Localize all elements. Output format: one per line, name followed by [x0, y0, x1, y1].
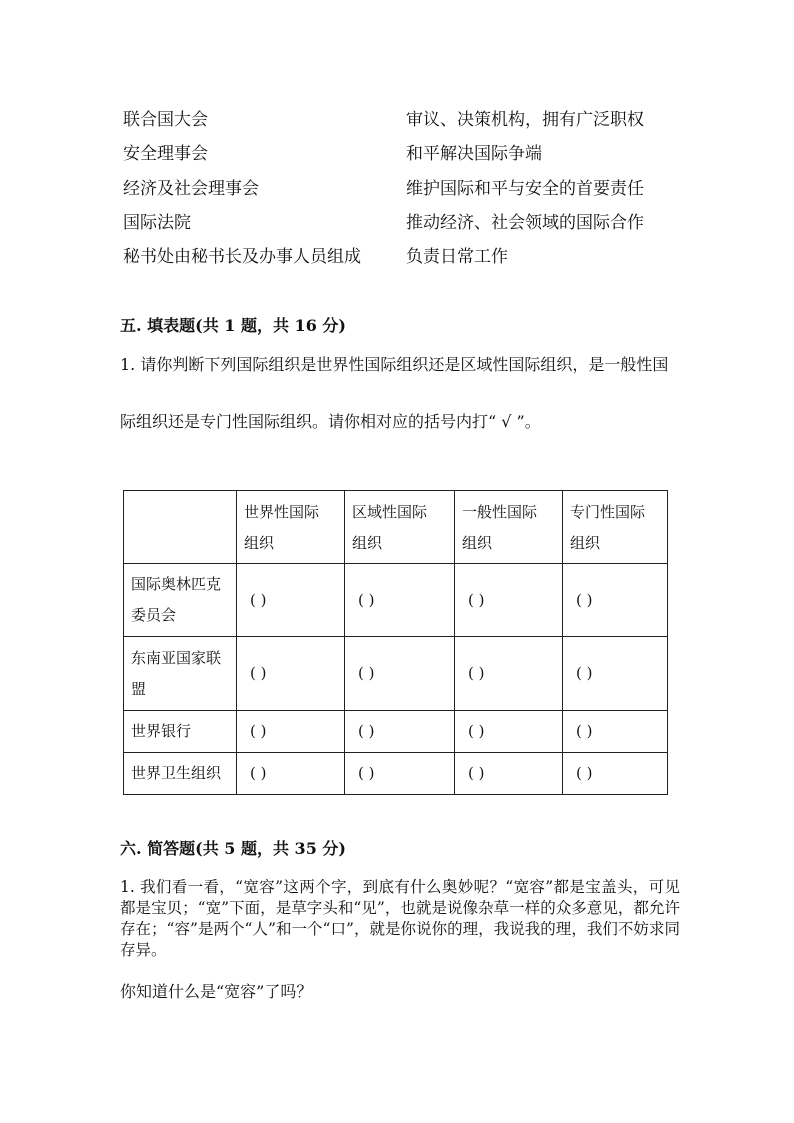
answer-cell[interactable]	[237, 564, 345, 637]
row-label-ioc: 国际奥林匹克委员会	[124, 564, 237, 637]
answer-cell[interactable]	[455, 637, 563, 711]
match-left-1: 联合国大会	[123, 110, 208, 130]
answer-cell[interactable]	[237, 753, 345, 795]
answer-parens: ( )	[250, 590, 267, 609]
row-label-world-bank: 世界银行	[124, 711, 237, 753]
answer-cell[interactable]	[563, 753, 668, 795]
answer-cell[interactable]	[563, 637, 668, 711]
answer-parens: ( )	[468, 722, 485, 740]
answer-cell[interactable]	[455, 711, 563, 753]
answer-parens: ( )	[358, 590, 375, 609]
answer-parens: ( )	[358, 722, 375, 740]
match-right-3: 维护国际和平与安全的首要责任	[406, 179, 644, 199]
table-row	[124, 637, 668, 711]
table-row	[124, 753, 668, 795]
answer-cell[interactable]	[455, 564, 563, 637]
answer-cell[interactable]	[455, 753, 563, 795]
organization-table	[123, 490, 668, 795]
section6-question-text: 1. 我们看一看，“宽容”这两个字，到底有什么奥妙呢？“宽容”都是宝盖头，可见都是宝贝；“宽”下面，是草字头和“见”，也就是说像杂草一样的众多意见，都允许存在；“容”是两个“人”和一个“口”，就是你说你的理，我说我的理，我们不妨求同存异。	[120, 878, 680, 959]
section5-question-line1: 1. 请你判断下列国际组织是世界性国际组织还是区域性国际组织，是一般性国	[120, 355, 669, 374]
row-label-who: 世界卫生组织	[124, 753, 237, 795]
answer-cell[interactable]	[237, 711, 345, 753]
row-label-asean: 东南亚国家联盟	[124, 637, 237, 711]
header-regional: 区域性国际组织	[345, 491, 455, 564]
answer-parens: ( )	[358, 664, 375, 682]
answer-cell[interactable]	[345, 637, 455, 711]
header-world: 世界性国际组织	[237, 491, 345, 564]
answer-parens: ( )	[468, 664, 485, 682]
answer-cell[interactable]	[345, 711, 455, 753]
match-left-5: 秘书处由秘书长及办事人员组成	[123, 247, 361, 267]
answer-cell[interactable]	[563, 711, 668, 753]
answer-parens: ( )	[250, 722, 267, 740]
section5-title: 五. 填表题(共 1 题，共 16 分)	[120, 316, 346, 335]
answer-parens: ( )	[576, 764, 593, 782]
section5-question-line2: 际组织还是专门性国际组织。请你相对应的括号内打“ √ ”。	[120, 412, 541, 431]
answer-cell[interactable]	[345, 564, 455, 637]
match-right-2: 和平解决国际争端	[406, 144, 542, 164]
answer-cell[interactable]	[345, 753, 455, 795]
section6-title: 六. 简答题(共 5 题，共 35 分)	[120, 839, 346, 858]
match-left-3: 经济及社会理事会	[123, 179, 259, 199]
section6-question-ask: 你知道什么是“宽容”了吗？	[120, 982, 313, 1001]
header-specialized: 专门性国际组织	[563, 491, 668, 564]
answer-parens: ( )	[358, 764, 375, 782]
table-row	[124, 711, 668, 753]
match-left-2: 安全理事会	[123, 144, 208, 164]
answer-parens: ( )	[250, 664, 267, 682]
answer-parens: ( )	[468, 590, 485, 609]
table-corner-cell	[124, 491, 237, 564]
table-header-row	[124, 491, 668, 564]
match-left-4: 国际法院	[123, 213, 191, 233]
table-row	[124, 564, 668, 637]
answer-parens: ( )	[250, 764, 267, 782]
header-general: 一般性国际组织	[455, 491, 563, 564]
match-right-4: 推动经济、社会领域的国际合作	[406, 213, 644, 233]
answer-parens: ( )	[576, 722, 593, 740]
answer-cell[interactable]	[237, 637, 345, 711]
answer-parens: ( )	[576, 590, 593, 609]
answer-cell[interactable]	[563, 564, 668, 637]
answer-parens: ( )	[468, 764, 485, 782]
answer-parens: ( )	[576, 664, 593, 682]
match-right-1: 审议、决策机构，拥有广泛职权	[406, 110, 644, 130]
match-right-5: 负责日常工作	[406, 247, 508, 267]
